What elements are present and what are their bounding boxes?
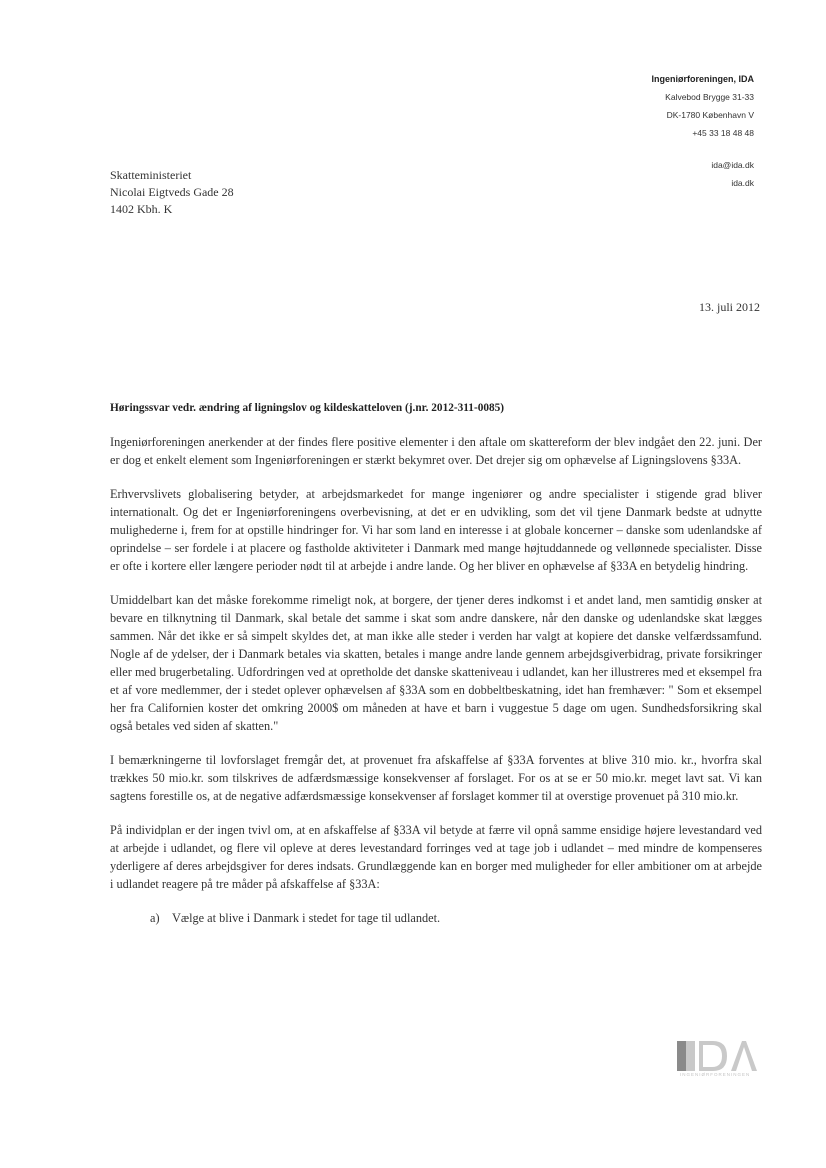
logo-tagline: INGENIØRFORENINGEN [680, 1072, 751, 1077]
option-list [110, 909, 762, 927]
sender-phone: +45 33 18 48 48 [692, 128, 754, 138]
body-paragraph: Erhvervslivets globalisering betyder, at arbejdsmarkedet for mange ingeniører og andre specialister i stigende grad bliver internationalt. Og det er Ingeniørforeningens overbevisning, at det er en udvikling, som det vil tjene Danmark bedste at udnytte mulighederne i, frem for at opstille hindringer for. Vi har som land en interesse i at globale koncerner – danske som udenlandske af oprindelse – ser fordele i at placere og fastholde aktiviteter i Danmark med mange højtuddannede og vellønnede specialister. Disse er ofte i kortere eller længere perioder nødt til at arbejde i andre lande. Og her bliver en ophævelse af §33A en betydelig hindring. [110, 487, 762, 573]
logo-bar-light [686, 1041, 695, 1071]
sender-web: ida.dk [731, 178, 754, 188]
logo-letter-a [731, 1041, 757, 1071]
list-marker: a) [150, 911, 160, 925]
body-paragraph: Ingeniørforeningen anerkender at der findes flere positive elementer i den aftale om skattereform der blev indgået den 22. juni. Der er dog et enkelt element som Ingeniørforeningen er stærkt bekymret over. Det drejer sig om ophævelse af Ligningslovens §33A. [110, 435, 762, 467]
body-paragraph: I bemærkningerne til lovforslaget fremgår det, at provenuet fra afskaffelse af §33A forventes at blive 310 mio. kr., hvorfra skal trækkes 50 mio.kr. som tilskrives de adfærdsmæssige konsekvenser af forslaget. For os at se er 50 mio.kr. meget lavt sat. Vi kan sagtens forestille os, at de negative adfærdsmæssige konsekvenser af forslaget kommer til at overstige provenuet på 310 mio.kr. [110, 753, 762, 803]
sender-spacer [652, 142, 755, 156]
list-item-text: Vælge at blive i Danmark i stedet for tage til udlandet. [172, 911, 441, 925]
sender-city: DK-1780 København V [666, 110, 754, 120]
sender-address-block [652, 70, 755, 192]
body-paragraph: Umiddelbart kan det måske forekomme rimeligt nok, at borgere, der tjener deres indkomst i et andet land, men samtidig ønsker at bevare en tilknytning til Danmark, skal betale det samme i skat som andre danskere, når den danske og udenlandske skat lægges sammen. Når det ikke er så simpelt skyldes det, at man ikke alle steder i verden har valgt at kopiere det danske velfærdssamfund. Nogle af de ydelser, der i Danmark betales via skatten, betales i mange andre lande gennem arbejdsgiverbidrag, private forsikringer eller med brugerbetaling. Udfordringen ved at opretholde det danske skatteniveau i udlandet, kan her illustreres med et eksempel fra et af vore medlemmer, der i stedet oplever ophævelsen af §33A som en dobbeltbeskatning, idet han fremhæver: " Som et eksempel her fra Californien koster det omkring 2000$ om måneden at have et barn i vuggestue 5 dage om ugen. Sundhedsforsikring skal også betales ved siden af skatten." [110, 593, 762, 733]
recipient-city: 1402 Kbh. K [110, 202, 173, 216]
recipient-name: Skatteministeriet [110, 168, 192, 182]
sender-street: Kalvebod Brygge 31-33 [665, 92, 754, 102]
recipient-address-block [110, 167, 234, 218]
body-paragraph: På individplan er der ingen tvivl om, at en afskaffelse af §33A vil betyde at færre vil opnå samme ensidige højere levestandard ved at arbejde i udlandet, og flere vil opleve at deres levestandard forringes ved at tage job i udlandet – med mindre de kompenseres yderligere af deres arbejdsgiver for deres indsats. Grundlæggende kan en borger med muligheder for eller ambitioner om at arbejde i udlandet reagere på tre måder på afskaffelse af §33A: [110, 823, 762, 891]
letter-date: 13. juli 2012 [698, 300, 760, 314]
recipient-street: Nicolai Eigtveds Gade 28 [110, 185, 234, 199]
sender-org: Ingeniørforeningen, IDA [651, 74, 754, 84]
logo-letter-d [699, 1041, 727, 1071]
logo-text: IDA [677, 1038, 679, 1039]
logo-bar-dark [677, 1041, 686, 1071]
letter-body [110, 433, 762, 927]
sender-email: ida@ida.dk [711, 160, 754, 170]
list-item [150, 909, 762, 927]
letter-subject: Høringssvar vedr. ændring af ligningslov og kildeskatteloven (j.nr. 2012-311-0085) [110, 402, 505, 414]
